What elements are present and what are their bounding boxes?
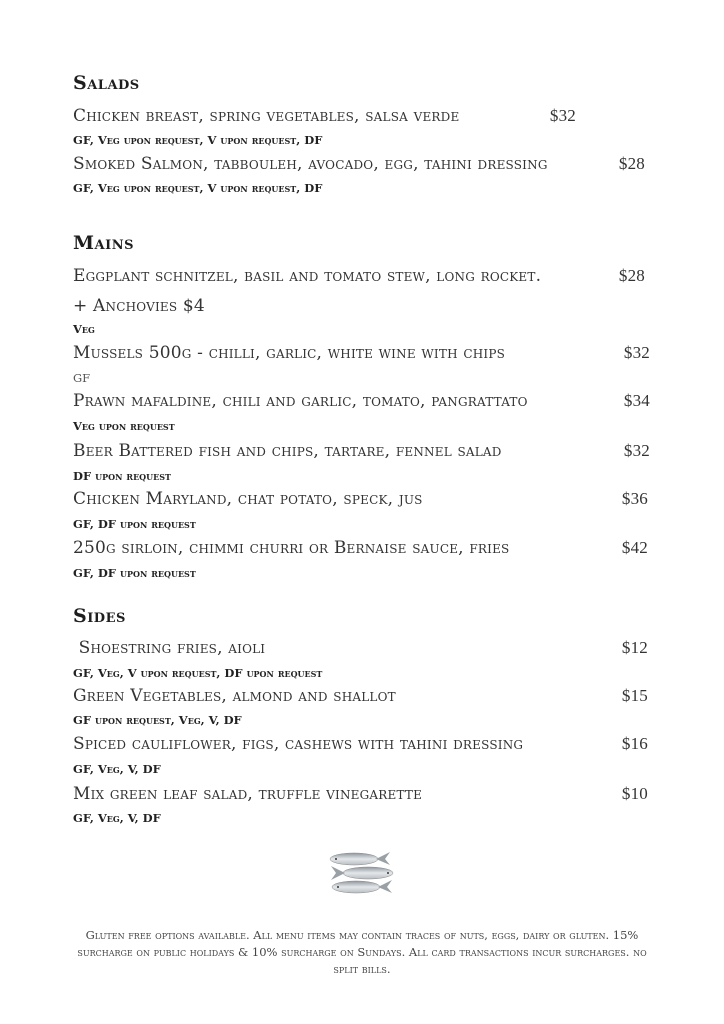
section-heading-salads: Salads [73, 72, 140, 94]
menu-item [73, 734, 648, 754]
menu-item [73, 489, 648, 509]
dietary-note: GF, Veg upon request, V upon request, DF [73, 181, 323, 195]
item-name: Beer Battered fish and chips, tartare, fennel salad [73, 441, 502, 461]
dietary-note: Veg upon request [73, 419, 175, 433]
item-price: $32 [623, 343, 650, 362]
item-price: $28 [618, 154, 645, 173]
dietary-note: Veg [73, 322, 95, 336]
dietary-note: GF, DF upon request [73, 566, 196, 580]
item-price: $12 [621, 638, 648, 657]
dietary-note: DF upon request [73, 469, 171, 483]
item-name: Shoestring fries, aioli [73, 638, 266, 658]
menu-item [73, 266, 645, 286]
fish-top [330, 852, 390, 865]
section-heading-mains: Mains [73, 232, 134, 254]
menu-item [73, 343, 650, 363]
item-price: $10 [621, 784, 648, 803]
item-name: Spiced cauliflower, figs, cashews with tahini dressing [73, 734, 524, 754]
item-price: $32 [623, 441, 650, 460]
fish-bottom [332, 880, 392, 893]
item-price: $34 [623, 391, 650, 410]
menu-item [73, 686, 648, 706]
item-price: $16 [621, 734, 648, 753]
item-name: Prawn mafaldine, chili and garlic, tomato, pangrattato [73, 391, 528, 411]
fish-illustration-icon [318, 848, 406, 896]
menu-item [73, 638, 648, 658]
item-price: $32 [549, 106, 576, 125]
menu-item [73, 154, 645, 174]
dietary-note: GF upon request, Veg, V, DF [73, 713, 242, 727]
dietary-note: GF, Veg, V upon request, DF upon request [73, 666, 323, 680]
section-heading-sides: Sides [73, 605, 126, 627]
item-name: Smoked Salmon, tabbouleh, avocado, egg, tahini dressing [73, 154, 548, 174]
dietary-note: GF, DF upon request [73, 517, 196, 531]
item-name: Green Vegetables, almond and shallot [73, 686, 396, 706]
dietary-note: GF, Veg upon request, V upon request, DF [73, 133, 323, 147]
footer-disclaimer: Gluten free options available. All menu items may contain traces of nuts, eggs, dairy or gluten. 15% surcharge on public holidays & 10% surcharge on Sundays. All card transactions incur surcharges. no split bills. [77, 928, 647, 976]
item-price: $42 [621, 538, 648, 557]
dietary-note: GF [73, 371, 91, 385]
menu-item [73, 106, 650, 126]
item-name: Eggplant schnitzel, basil and tomato stew, long rocket. [73, 266, 542, 286]
item-price: $28 [618, 266, 645, 285]
item-addon: + Anchovies $4 [73, 296, 205, 316]
menu-item [73, 391, 650, 411]
item-price: $15 [621, 686, 648, 705]
dietary-note: GF, Veg, V, DF [73, 811, 161, 825]
menu-item [73, 441, 650, 461]
menu-item [73, 784, 648, 804]
item-name: Mussels 500g - chilli, garlic, white wine with chips [73, 343, 506, 363]
dietary-note: GF, Veg, V, DF [73, 762, 161, 776]
menu-item [73, 538, 648, 558]
item-name: Chicken Maryland, chat potato, speck, jus [73, 489, 423, 509]
fish-middle [331, 866, 393, 880]
item-price: $36 [621, 489, 648, 508]
item-name: 250g sirloin, chimmi churri or Bernaise sauce, fries [73, 538, 510, 558]
item-name: Chicken breast, spring vegetables, salsa verde [73, 106, 460, 126]
item-name: Mix green leaf salad, truffle vinegarette [73, 784, 423, 804]
